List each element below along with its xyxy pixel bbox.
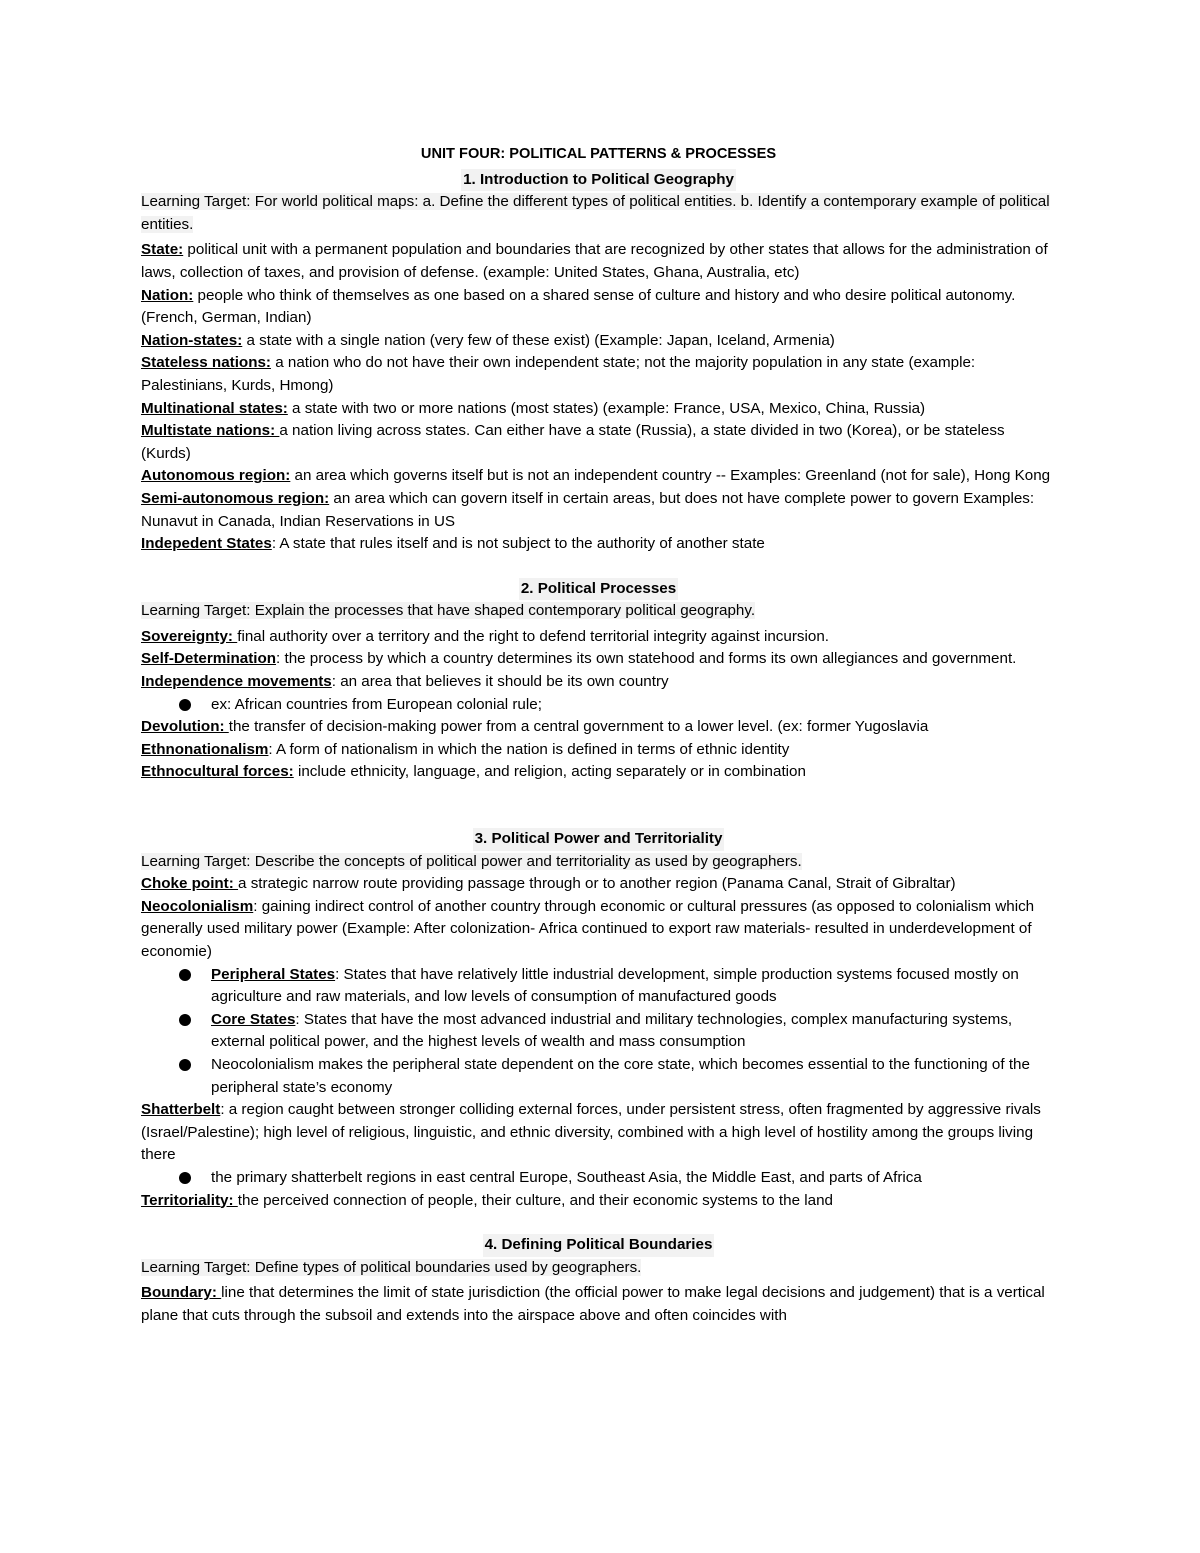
bullet-icon: [179, 1172, 191, 1184]
document-page: [141, 143, 1056, 1328]
bullet-list: [141, 1167, 1056, 1190]
definition: Multistate nations: a nation living across states. Can either have a state (Russia), a state divided in two (Korea), or be stateless (Kurds): [141, 422, 1005, 462]
definition: Nation-states: a state with a single nation (very few of these exist) (Example: Japan, Iceland, Armenia): [141, 331, 835, 349]
term: Ethnocultural forces:: [141, 763, 294, 781]
definition: Nation: people who think of themselves as one based on a shared sense of culture and history and who desire political autonomy. (French, German, Indian): [141, 286, 1016, 327]
term: Neocolonialism: [141, 897, 254, 915]
section-heading: 4. Defining Political Boundaries: [483, 1234, 715, 1257]
definition: Devolution: the transfer of decision-making power from a central government to a lower level. (ex: former Yugoslavia: [141, 718, 929, 736]
term: Sovereignty:: [141, 627, 238, 645]
section-1: [141, 169, 1056, 556]
definition: Shatterbelt: a region caught between stronger colliding external forces, under persistent stress, often fragmented by aggressive rivals (Israel/Palestine); high level of religious, linguistic, and ethnic diversity, combined with a high level of hostility among the groups living there: [141, 1101, 1041, 1164]
definition: Boundary: line that determines the limit of state jurisdiction (the official power to make legal decisions and judgement) that is a vertical plane that cuts through the subsoil and extends into the airspace above and often coincides with: [141, 1284, 1045, 1324]
list-item: Neocolonialism makes the peripheral state dependent on the core state, which becomes essential to the functioning of the peripheral state’s economy: [141, 1054, 1056, 1099]
section-heading: 2. Political Processes: [519, 578, 678, 601]
definition: Indepedent States: A state that rules itself and is not subject to the authority of another state: [141, 535, 765, 553]
list-item: ex: African countries from European colonial rule;: [141, 694, 1056, 717]
definition: Sovereignty: final authority over a territory and the right to defend territorial integrity against incursion.: [141, 627, 829, 645]
definition: Stateless nations: a nation who do not have their own independent state; not the majority population in any state (example: Palestinians, Kurds, Hmong): [141, 354, 976, 394]
learning-target: Learning Target: For world political maps: a. Define the different types of political entities. b. Identify a contemporary example of political entities.: [141, 193, 1050, 233]
term: Independence movements: [141, 673, 332, 691]
bullet-icon: [179, 969, 191, 981]
list-item: the primary shatterbelt regions in east central Europe, Southeast Asia, the Middle East, and parts of Africa: [141, 1167, 1056, 1190]
term: Core States: [211, 1010, 296, 1028]
bullet-icon: [179, 1059, 191, 1071]
term: Multistate nations:: [141, 422, 280, 440]
spacer: [141, 784, 1056, 828]
term: Shatterbelt: [141, 1101, 221, 1119]
definition: Choke point: a strategic narrow route providing passage through or to another region (Panama Canal, Strait of Gibraltar): [141, 875, 956, 893]
section-2: [141, 578, 1056, 784]
term: Nation:: [141, 286, 194, 304]
definition: Neocolonialism: gaining indirect control of another country through economic or cultural pressures (as opposed to colonialism which generally used military power (Example: After colonization- Africa continued to export raw materials- resulted in underdevelopment of economie): [141, 897, 1035, 960]
term: Stateless nations:: [141, 354, 271, 372]
term: Semi-autonomous region:: [141, 489, 330, 507]
bullet-icon: [179, 1014, 191, 1026]
definition: Multinational states: a state with two or more nations (most states) (example: France, USA, Mexico, China, Russia): [141, 399, 926, 417]
section-heading: 3. Political Power and Territoriality: [473, 828, 725, 851]
definition: Autonomous region: an area which governs itself but is not an independent country -- Examples: Greenland (not for sale), Hong Kong: [141, 467, 1051, 485]
document-title: UNIT FOUR: POLITICAL PATTERNS & PROCESSES: [420, 146, 777, 162]
term: Ethnonationalism: [141, 740, 269, 758]
definition: Independence movements: an area that believes it should be its own country: [141, 673, 669, 691]
definition: Territoriality: the perceived connection of people, their culture, and their economic systems to the land: [141, 1191, 833, 1209]
term: State:: [141, 241, 184, 259]
term: Indepedent States: [141, 535, 272, 553]
section-heading: 1. Introduction to Political Geography: [461, 169, 736, 192]
definition: State: political unit with a permanent population and boundaries that are recognized by other states that allows for the administration of laws, collection of taxes, and provision of defense. (example: United States, Ghana, Australia, etc): [141, 241, 1048, 281]
bullet-list: [141, 964, 1056, 1100]
bullet-list: [141, 694, 1056, 717]
learning-target: Learning Target: Define types of political boundaries used by geographers.: [141, 1258, 642, 1276]
term: Choke point:: [141, 875, 239, 893]
list-item: Core States: States that have the most advanced industrial and military technologies, complex manufacturing systems, external political power, and the highest levels of wealth and mass consumption: [141, 1009, 1056, 1054]
section-4: [141, 1234, 1056, 1327]
definition: Semi-autonomous region: an area which can govern itself in certain areas, but does not have complete power to govern Examples: Nunavut in Canada, Indian Reservations in US: [141, 489, 1035, 530]
term: Nation-states:: [141, 331, 243, 349]
term: Self-Determination: [141, 650, 277, 668]
learning-target: Learning Target: Explain the processes that have shaped contemporary political geography.: [141, 602, 756, 620]
list-item: Peripheral States: States that have relatively little industrial development, simple production systems focused mostly on agriculture and raw materials, and low levels of consumption of manufactured goods: [141, 964, 1056, 1009]
bullet-icon: [179, 699, 191, 711]
definition: Self-Determination: the process by which a country determines its own statehood and forms its own allegiances and government.: [141, 650, 1017, 668]
term: Multinational states:: [141, 399, 288, 417]
term: Territoriality:: [141, 1191, 238, 1209]
spacer: [141, 556, 1056, 578]
definition: Ethnonationalism: A form of nationalism in which the nation is defined in terms of ethnic identity: [141, 740, 790, 758]
term: Boundary:: [141, 1284, 222, 1302]
learning-target: Learning Target: Describe the concepts of political power and territoriality as used by geographers.: [141, 852, 802, 870]
spacer: [141, 1212, 1056, 1234]
term: Devolution:: [141, 718, 229, 736]
definition: Ethnocultural forces: include ethnicity, language, and religion, acting separately or in combination: [141, 763, 806, 781]
term: Peripheral States: [211, 965, 336, 983]
section-3: [141, 828, 1056, 1212]
term: Autonomous region:: [141, 467, 291, 485]
